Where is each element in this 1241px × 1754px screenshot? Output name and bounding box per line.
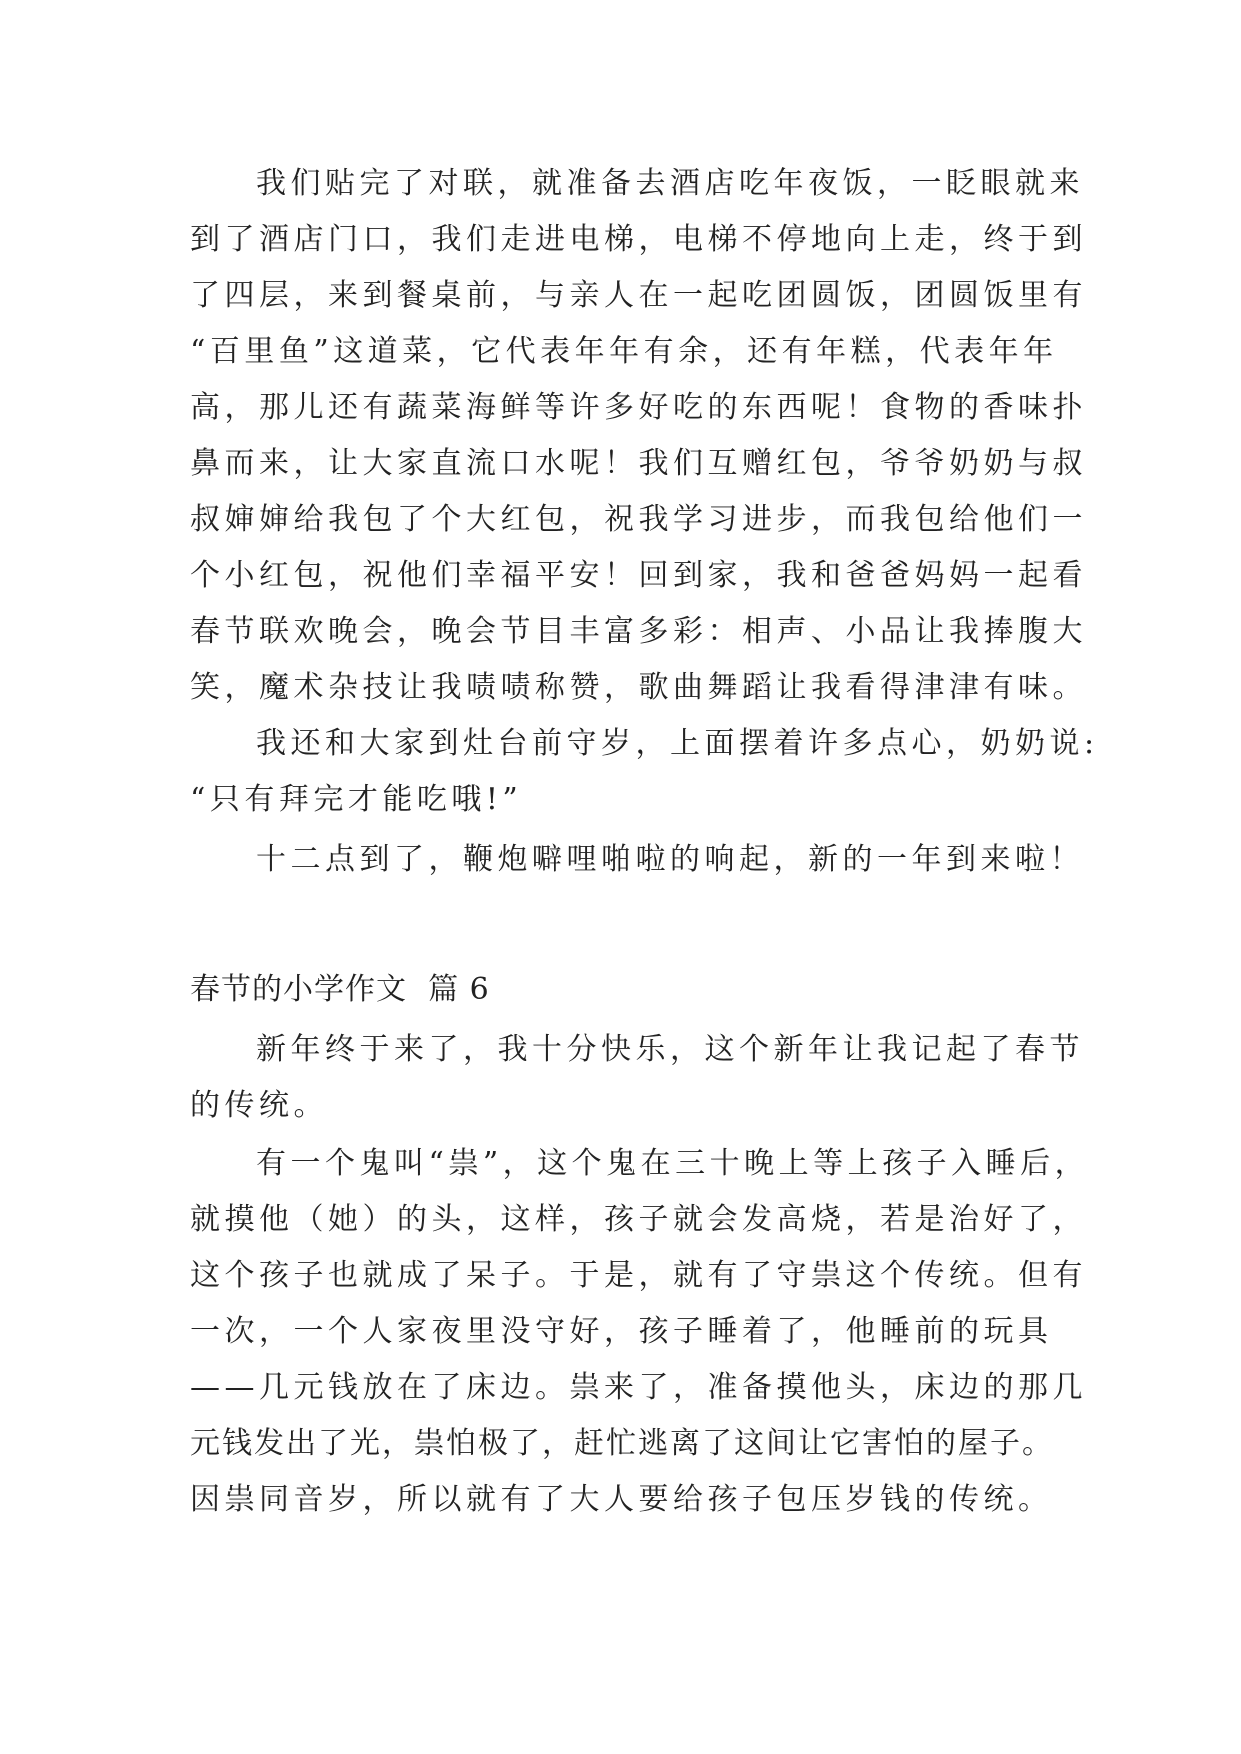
section-heading: 春节的小学作文 篇 6 <box>190 972 490 1007</box>
paragraph-line: 有一个鬼叫“祟”，这个鬼在三十晚上等上孩子入睡后， <box>256 1146 1090 1181</box>
paragraph-line: 元钱发出了光，祟怕极了，赶忙逃离了这间让它害怕的屋子。 <box>190 1426 1054 1461</box>
paragraph-line: “百里鱼”这道菜，它代表年年有余，还有年糕，代表年年 <box>190 334 1058 369</box>
paragraph-line: 十二点到了，鞭炮噼哩啪啦的响起，新的一年到来啦！ <box>256 842 1084 877</box>
paragraph-line: 我们贴完了对联，就准备去酒店吃年夜饭，一眨眼就来 <box>256 166 1084 201</box>
paragraph-line: 就摸他（她）的头，这样，孩子就会发高烧，若是治好了， <box>190 1202 1087 1237</box>
paragraph-line: 的传统。 <box>190 1088 328 1123</box>
paragraph-line: 叔婶婶给我包了个大红包，祝我学习进步，而我包给他们一 <box>190 502 1087 537</box>
paragraph-line: ——几元钱放在了床边。祟来了，准备摸他头，床边的那几 <box>190 1370 1087 1405</box>
paragraph-line: 一次，一个人家夜里没守好，孩子睡着了，他睡前的玩具 <box>190 1314 1053 1349</box>
paragraph-line: 因祟同音岁，所以就有了大人要给孩子包压岁钱的传统。 <box>190 1482 1053 1517</box>
paragraph-line: 到了酒店门口，我们走进电梯，电梯不停地向上走，终于到 <box>190 222 1087 257</box>
paragraph-line: 个小红包，祝他们幸福平安！回到家，我和爸爸妈妈一起看 <box>190 558 1087 593</box>
paragraph-line: 春节联欢晚会，晚会节目丰富多彩：相声、小品让我捧腹大 <box>190 614 1087 649</box>
paragraph-line: 了四层，来到餐桌前，与亲人在一起吃团圆饭，团圆饭里有 <box>190 278 1087 313</box>
paragraph-line: 我还和大家到灶台前守岁，上面摆着许多点心，奶奶说: <box>256 726 1099 761</box>
paragraph-line: 高，那儿还有蔬菜海鲜等许多好吃的东西呢！食物的香味扑 <box>190 390 1087 425</box>
paragraph-line: 笑，魔术杂技让我啧啧称赞，歌曲舞蹈让我看得津津有味。 <box>190 670 1087 705</box>
paragraph-line: 这个孩子也就成了呆子。于是，就有了守祟这个传统。但有 <box>190 1258 1087 1293</box>
paragraph-line: 鼻而来，让大家直流口水呢！我们互赠红包，爷爷奶奶与叔 <box>190 446 1087 481</box>
paragraph-line: 新年终于来了，我十分快乐，这个新年让我记起了春节 <box>256 1032 1084 1067</box>
paragraph-line: “只有拜完才能吃哦!” <box>190 782 523 817</box>
